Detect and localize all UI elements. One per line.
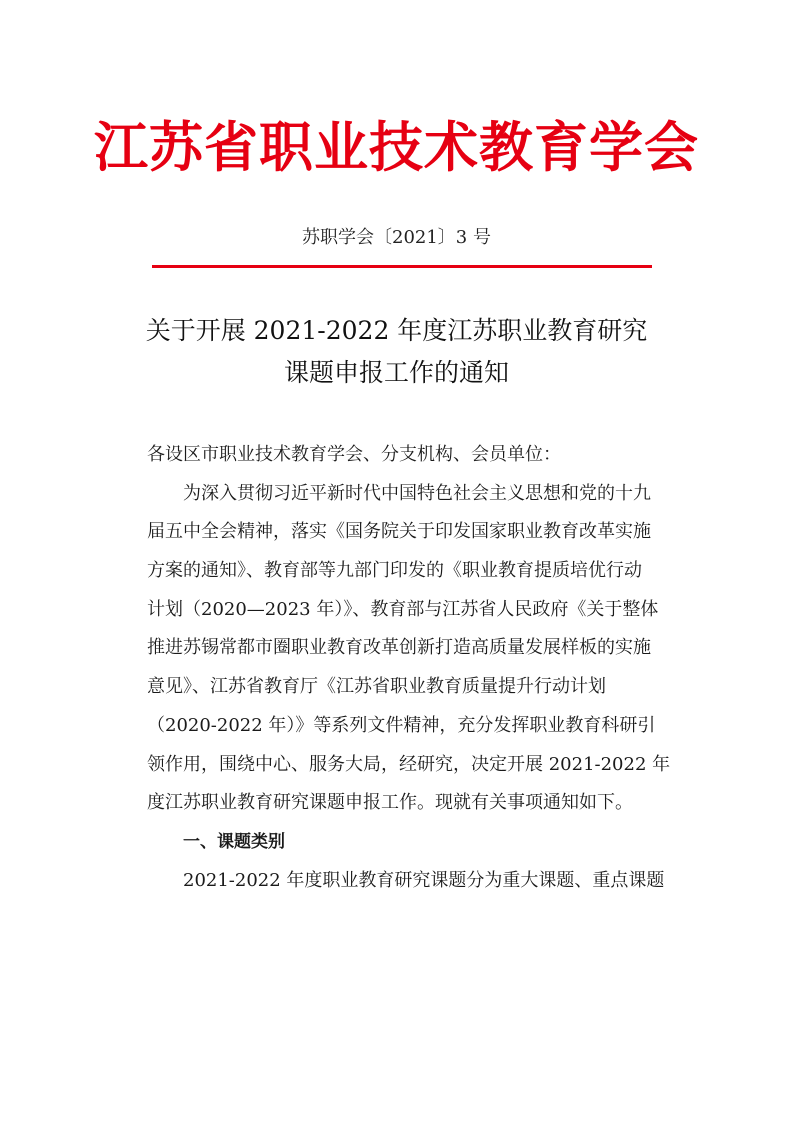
masthead-title: 江苏省职业技术教育学会 bbox=[94, 116, 699, 179]
section-heading: 一、课题类别 bbox=[183, 831, 285, 852]
red-divider-line bbox=[152, 265, 652, 268]
notice-body bbox=[147, 436, 671, 900]
paragraph-line: 为深入贯彻习近平新时代中国特色社会主义思想和党的十九 bbox=[183, 482, 651, 504]
document-number: 苏职学会〔2021〕3 号 bbox=[302, 227, 491, 248]
paragraph-line: 届五中全会精神，落实《国务院关于印发国家职业教育改革实施 bbox=[147, 521, 651, 543]
notice-title-line-2: 课题申报工作的通知 bbox=[283, 358, 509, 387]
paragraph-line: （2020-2022 年）》等系列文件精神，充分发挥职业教育科研引 bbox=[147, 714, 656, 736]
paragraph-line: 意见》、江苏省教育厅《江苏省职业教育质量提升行动计划 bbox=[147, 676, 606, 698]
notice-title bbox=[0, 310, 793, 394]
notice-title-line-1: 关于开展 2021-2022 年度江苏职业教育研究 bbox=[145, 316, 648, 345]
paragraph-line: 度江苏职业教育研究课题申报工作。现就有关事项通知如下。 bbox=[147, 792, 633, 814]
section-paragraph-line: 2021-2022 年度职业教育研究课题分为重大课题、重点课题 bbox=[183, 869, 665, 891]
paragraph-line: 方案的通知》、教育部等九部门印发的《职业教育提质培优行动 bbox=[147, 560, 642, 582]
paragraph-line: 领作用，围绕中心、服务大局，经研究，决定开展 2021-2022 年 bbox=[147, 753, 671, 775]
paragraph-line: 推进苏锡常都市圈职业教育改革创新打造高质量发展样板的实施 bbox=[147, 637, 651, 659]
paragraph-line: 计划（2020—2023 年）》、教育部与江苏省人民政府《关于整体 bbox=[147, 598, 659, 620]
salutation: 各设区市职业技术教育学会、分支机构、会员单位： bbox=[147, 444, 561, 465]
